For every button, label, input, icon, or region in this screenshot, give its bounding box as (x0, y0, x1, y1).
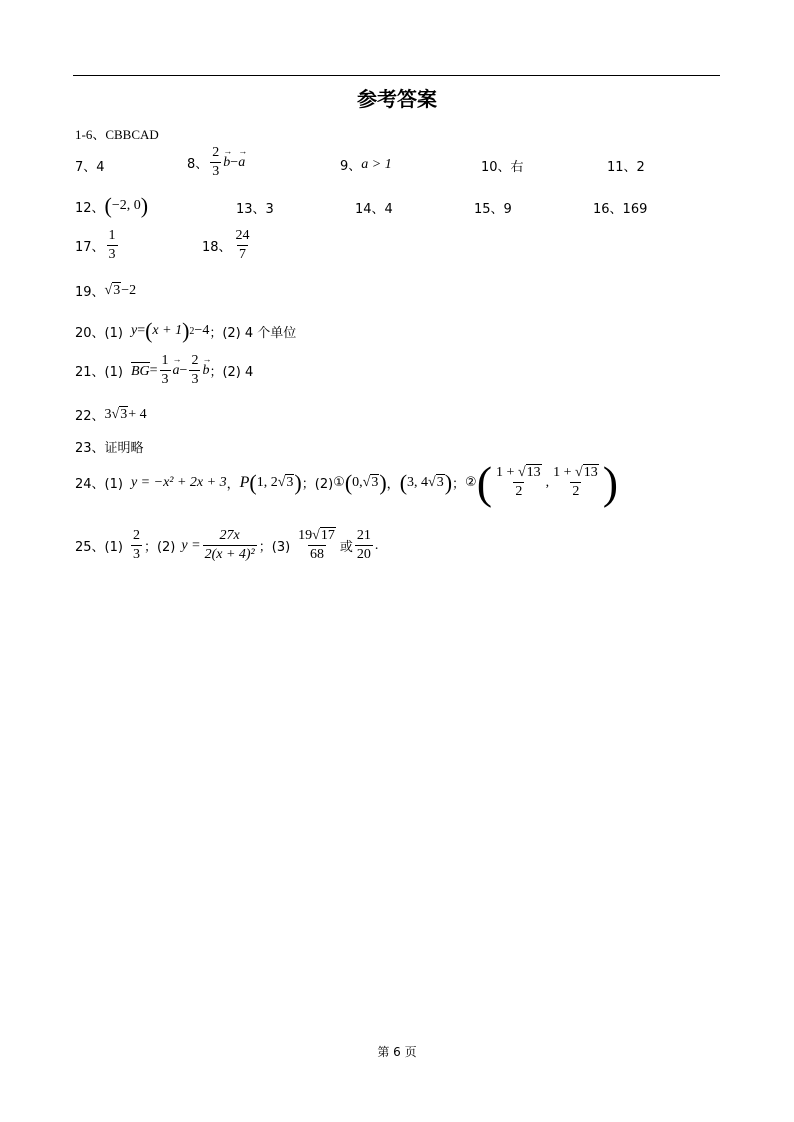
answer-25-num-1: 2 (132, 528, 140, 543)
answer-24-fraction-1 (494, 465, 544, 500)
answer-24 (75, 457, 619, 508)
answer-19-rest: −2 (121, 282, 137, 298)
answer-25-num-4: 21 (356, 528, 371, 543)
answer-25-den-4: 20 (356, 547, 371, 563)
answer-8-minus: − (230, 154, 239, 170)
answer-11: 11、2 (607, 160, 645, 175)
answer-17-fraction (107, 228, 118, 263)
answer-24-q1-paren-close: ) (379, 469, 387, 495)
answer-25-part3: ；(3) (258, 540, 291, 556)
answer-17-label: 17、 (75, 240, 105, 256)
answer-17 (75, 228, 120, 263)
answer-25-y: y = (181, 537, 201, 553)
answer-17-num: 1 (108, 228, 116, 243)
answer-21 (75, 353, 253, 388)
answer-12-label: 12、 (75, 200, 105, 216)
answer-21-minus: − (179, 362, 188, 378)
page-number: 第 6 页 (377, 1045, 417, 1059)
answer-25-den-2: 2(x + 4)² (204, 547, 255, 563)
answer-21-den-1: 3 (161, 372, 169, 388)
answer-8-label: 8、 (187, 157, 209, 173)
answer-20-part2: ；(2) 4 个单位 (209, 325, 297, 341)
answer-22 (75, 405, 147, 424)
answer-21-eq: = (149, 362, 158, 378)
answer-21-vector-a: → a (173, 363, 180, 379)
answer-8-vector-a: → a (238, 155, 245, 171)
answer-13: 13、3 (236, 202, 274, 217)
answer-24-q1-coords: 0, (352, 474, 363, 490)
answer-25-num-3-coef: 19 (298, 528, 313, 543)
answer-25-fraction-4 (355, 528, 373, 563)
answer-19-sqrt: √3 (104, 282, 121, 298)
answer-20-square: 2 (189, 325, 195, 337)
answer-25-label: 25、(1) (75, 540, 123, 556)
answer-25-or: 或 (339, 540, 353, 556)
answer-24-p-paren-open: ( (249, 469, 257, 495)
answer-24-semi: ； (452, 477, 466, 493)
answer-12-paren-close: ) (140, 193, 149, 218)
answer-8-den: 3 (212, 164, 220, 180)
answer-25 (75, 528, 378, 563)
answer-18 (202, 228, 254, 263)
answer-20-paren-close: ) (182, 318, 190, 343)
answer-8 (187, 145, 245, 180)
answer-24-q1-radicand: 3 (371, 474, 379, 490)
answer-15: 15、9 (474, 202, 512, 217)
answer-8-vector-b: → b (223, 155, 230, 171)
answer-25-num-3 (296, 528, 338, 545)
answer-7: 7、4 (75, 160, 105, 175)
answer-20-y: y (130, 323, 138, 338)
answer-19-label: 19、 (75, 285, 105, 300)
answer-21-num-2: 2 (191, 353, 199, 368)
answer-21-fraction-2 (189, 353, 200, 388)
answer-24-f1-pre: 1 + (496, 465, 518, 481)
answer-24-part2: ；(2) (301, 477, 334, 493)
answer-25-num-3-radicand: 17 (320, 528, 335, 543)
answer-24-f2-pre: 1 + (553, 465, 576, 481)
answer-9 (340, 155, 392, 174)
answer-24-big-paren-open: ( (476, 457, 493, 508)
answer-22-radicand: 3 (120, 406, 128, 422)
answer-25-den-3: 68 (310, 547, 325, 563)
answer-18-label: 18、 (202, 240, 232, 256)
answer-18-num: 24 (235, 228, 250, 243)
answer-24-q2-sqrt: √3 (428, 474, 444, 490)
answer-16: 16、169 (593, 202, 648, 217)
answer-25-fraction-1 (131, 528, 142, 563)
answer-24-p: P (239, 473, 250, 491)
answer-24-big-paren-close: ) (602, 457, 619, 508)
answer-24-comma: ， (226, 477, 240, 493)
answer-20-label: 20、(1) (75, 325, 123, 341)
answer-18-den: 7 (239, 247, 247, 263)
answer-24-q1-paren-open: ( (344, 469, 353, 495)
answer-20-paren-open: ( (145, 318, 153, 343)
answer-19-radicand: 3 (113, 282, 121, 298)
answer-24-q2-paren-close: ) (444, 469, 453, 495)
answer-24-p-paren-close: ) (294, 469, 302, 495)
answer-22-label: 22、 (75, 409, 105, 424)
answer-21-vector-b: → b (202, 363, 209, 379)
header-rule (73, 75, 720, 76)
answer-24-fraction-comma: , (545, 474, 550, 490)
answer-24-label: 24、(1) (75, 477, 123, 493)
answer-25-fraction-2 (203, 528, 257, 563)
answer-12-paren-open: ( (104, 193, 112, 218)
answer-1-6: 1-6、CBBCAD (75, 127, 159, 142)
answer-9-label: 9、 (340, 159, 362, 174)
answer-21-part2: ；(2) 4 (209, 365, 254, 381)
answer-24-fraction-2 (551, 465, 601, 500)
answer-24-p-sqrt: √3 (277, 474, 294, 490)
answer-21-vector-bg: BG (130, 363, 150, 379)
answer-25-num-2: 27x (219, 528, 240, 543)
answer-24-q2-radicand: 3 (436, 474, 444, 490)
answer-21-fraction-1 (160, 353, 171, 388)
answer-22-sqrt: √3 (111, 406, 128, 422)
answer-8-num: 2 (212, 145, 220, 160)
answer-12-expr: −2, 0 (111, 198, 141, 213)
answer-14: 14、4 (355, 202, 393, 217)
answer-8-fraction (210, 145, 221, 180)
answer-23: 23、证明略 (75, 441, 144, 456)
answer-24-q-sep: ， (386, 477, 400, 493)
answer-24-q2-coords: 3, 4 (407, 474, 429, 490)
answer-22-tail: + 4 (128, 406, 147, 422)
answer-9-expr: a > 1 (361, 156, 392, 172)
answer-24-p-radicand: 3 (286, 474, 294, 490)
answer-20-eq: = (137, 323, 146, 338)
answer-25-fraction-3 (296, 528, 338, 563)
answer-24-f2-num (551, 465, 601, 482)
answer-12 (75, 193, 148, 219)
answer-24-expr: y = −x² + 2x + 3 (130, 474, 227, 490)
answer-24-f1-den: 2 (515, 484, 523, 500)
answer-24-circle-1: ① (333, 475, 345, 491)
answer-24-f2-radicand: 13 (583, 465, 598, 481)
answer-24-f2-den: 2 (572, 484, 580, 500)
answer-24-f1-num (494, 465, 544, 482)
answer-24-q2-paren-open: ( (399, 469, 408, 495)
answer-17-den: 3 (108, 247, 116, 263)
answer-24-q1-sqrt: √3 (362, 474, 379, 490)
answer-24-f1-radicand: 13 (526, 465, 541, 481)
answer-20-tail: −4 (194, 323, 210, 338)
answer-24-f1-sqrt: √13 (517, 465, 541, 481)
answer-25-num-3-sqrt: √17 (312, 528, 335, 543)
answer-20 (75, 318, 296, 344)
answer-21-label: 21、(1) (75, 365, 123, 381)
answer-24-circle-2: ② (465, 475, 477, 491)
answer-21-den-2: 3 (191, 372, 199, 388)
answer-25-end: . (374, 537, 379, 553)
answer-21-num-1: 1 (161, 353, 169, 368)
answer-22-coef: 3 (104, 406, 112, 422)
answer-18-fraction (234, 228, 252, 263)
answer-20-inner: x + 1 (152, 323, 183, 338)
answer-19 (75, 281, 136, 300)
answer-10: 10、右 (481, 160, 524, 175)
page-title: 参考答案 (357, 87, 437, 111)
answer-25-den-1: 3 (132, 547, 140, 563)
answer-24-f2-sqrt: √13 (575, 465, 598, 481)
answer-24-p-coords: 1, 2 (256, 474, 278, 490)
answer-25-part2: ；(2) (143, 540, 176, 556)
